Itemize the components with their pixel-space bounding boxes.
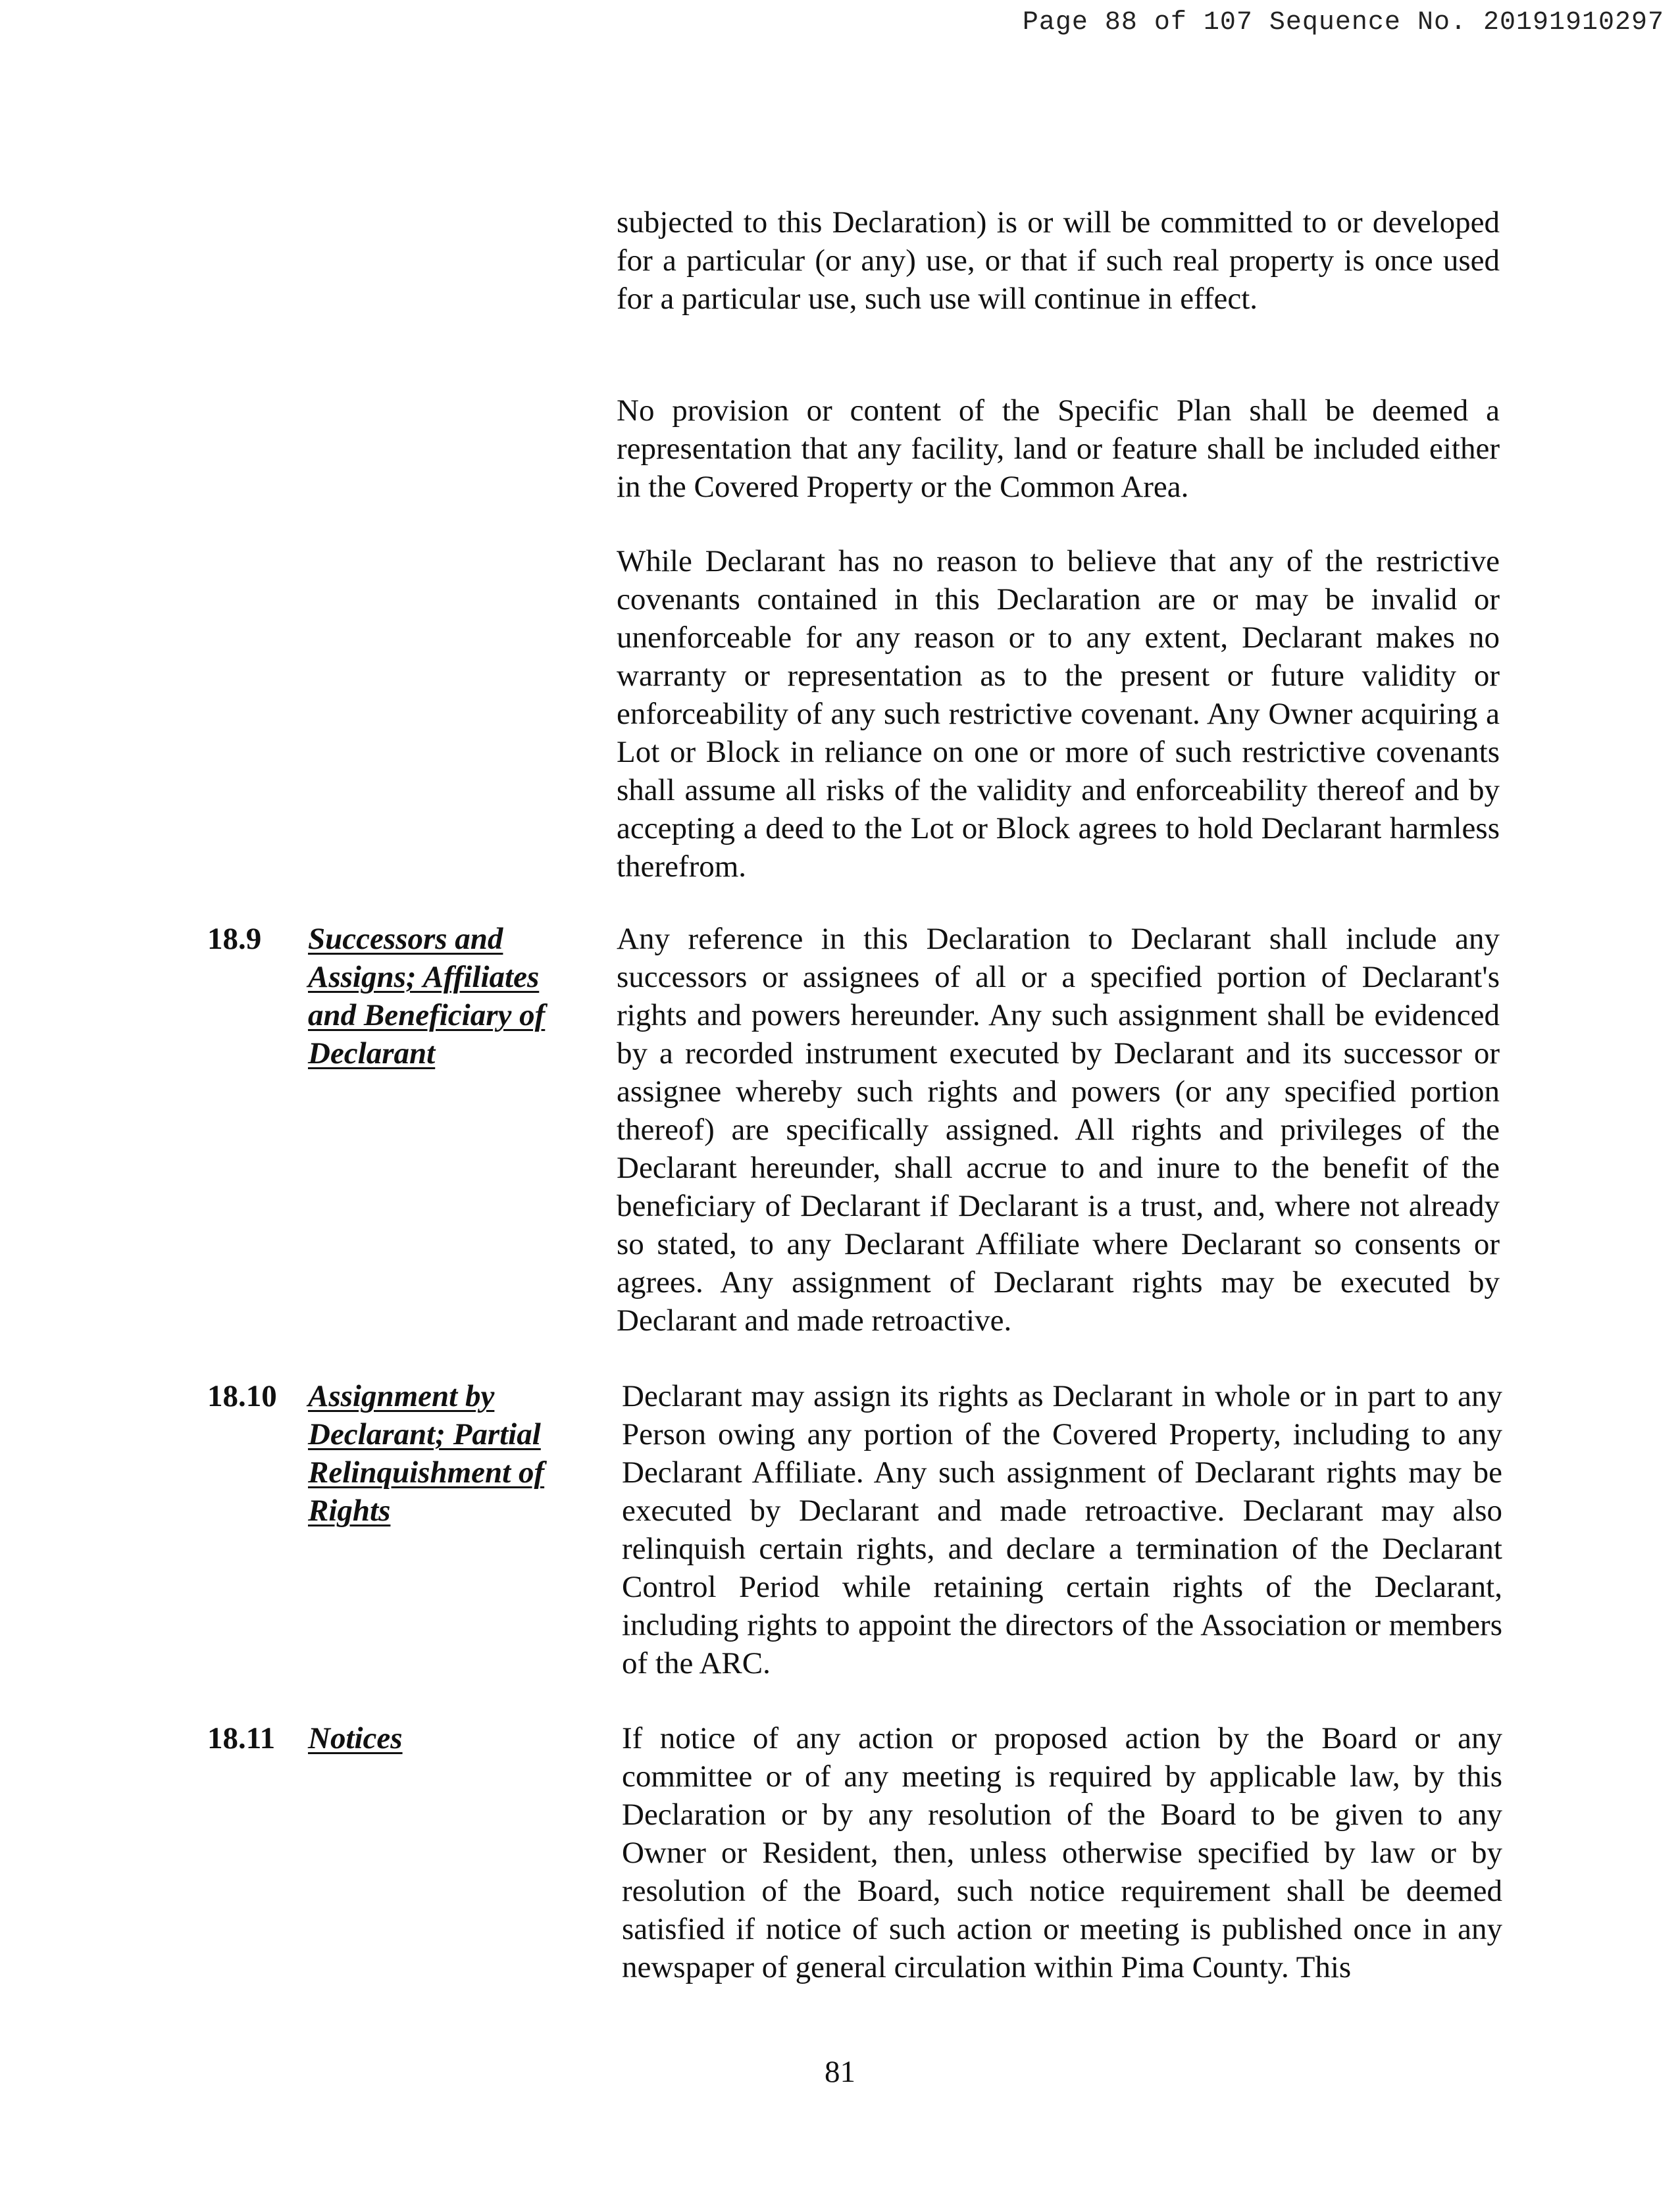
section-number-18-10: 18.10 — [207, 1379, 277, 1413]
section-number-18-9: 18.9 — [207, 922, 262, 956]
section-number-18-11: 18.11 — [207, 1721, 276, 1755]
section-body-18-10: Declarant may assign its rights as Declarant in whole or in part to any Person owing any portion of the Covered Property, including to any Declarant Affiliate. Any such assignment of Declarant rights may be executed by Declarant and made retroactive. Declarant may also relinquish certain rights, and declare a termination of the Declarant Control Period while retaining certain rights of the Declarant, including rights to appoint the directors of the Association or members of the ARC. — [622, 1379, 1502, 1680]
section-body-18-9: Any reference in this Declaration to Declarant shall include any successors or assignees of all or a specified portion of Declarant's rights and powers hereunder. Any such assignment shall be evidenced by a recorded instrument executed by Declarant and its successor or assignee whereby such rights and powers (or any specified portion thereof) are specifically assigned. All rights and privileges of the Declarant hereunder, shall accrue to and inure to the benefit of the beneficiary of Declarant if Declarant is a trust, and, where not already so stated, to any Declarant Affiliate where Declarant so consents or agrees. Any assignment of Declarant rights may be executed by Declarant and made retroactive. — [617, 922, 1500, 1338]
paragraph-specific-plan: No provision or content of the Specific Plan shall be deemed a representation that any facility, land or feature shall be included either in the Covered Property or the Common Area. — [617, 393, 1500, 504]
section-title-18-10: Assignment by Declarant; Partial Relinquishment of Rights — [308, 1379, 545, 1528]
page-number-footer: 81 — [825, 2055, 855, 2089]
section-title-18-9: Successors and Assigns; Affiliates and Beneficiary of Declarant — [308, 922, 546, 1071]
section-title-18-11: Notices — [308, 1721, 403, 1755]
paragraph-restrictive-covenants: While Declarant has no reason to believe that any of the restrictive covenants contained in this Declaration are or may be invalid or unenforceable for any reason or to any extent, Declarant makes no warranty or representation as to the present or future validity or enforceability of any such restrictive covenant. Any Owner acquiring a Lot or Block in reliance on one or more of such restrictive covenants shall assume all risks of the validity and enforceability thereof and by accepting a deed to the Lot or Block agrees to hold Declarant harmless therefrom. — [617, 544, 1500, 884]
page-sequence-header: Page 88 of 107 Sequence No. 20191910297 — [1022, 8, 1664, 38]
paragraph-continuation: subjected to this Declaration) is or will be committed to or developed for a particular (or any) use, or that if such real property is once used for a particular use, such use will continue in effect. — [617, 205, 1500, 316]
section-body-18-11: If notice of any action or proposed action by the Board or any committee or of any meeting is required by applicable law, by this Declaration or by any resolution of the Board to be given to any Owner or Resident, then, unless otherwise specified by law or by resolution of the Board, such notice requirement shall be deemed satisfied if notice of such action or meeting is published once in any newspaper of general circulation within Pima County. This — [622, 1721, 1502, 1984]
